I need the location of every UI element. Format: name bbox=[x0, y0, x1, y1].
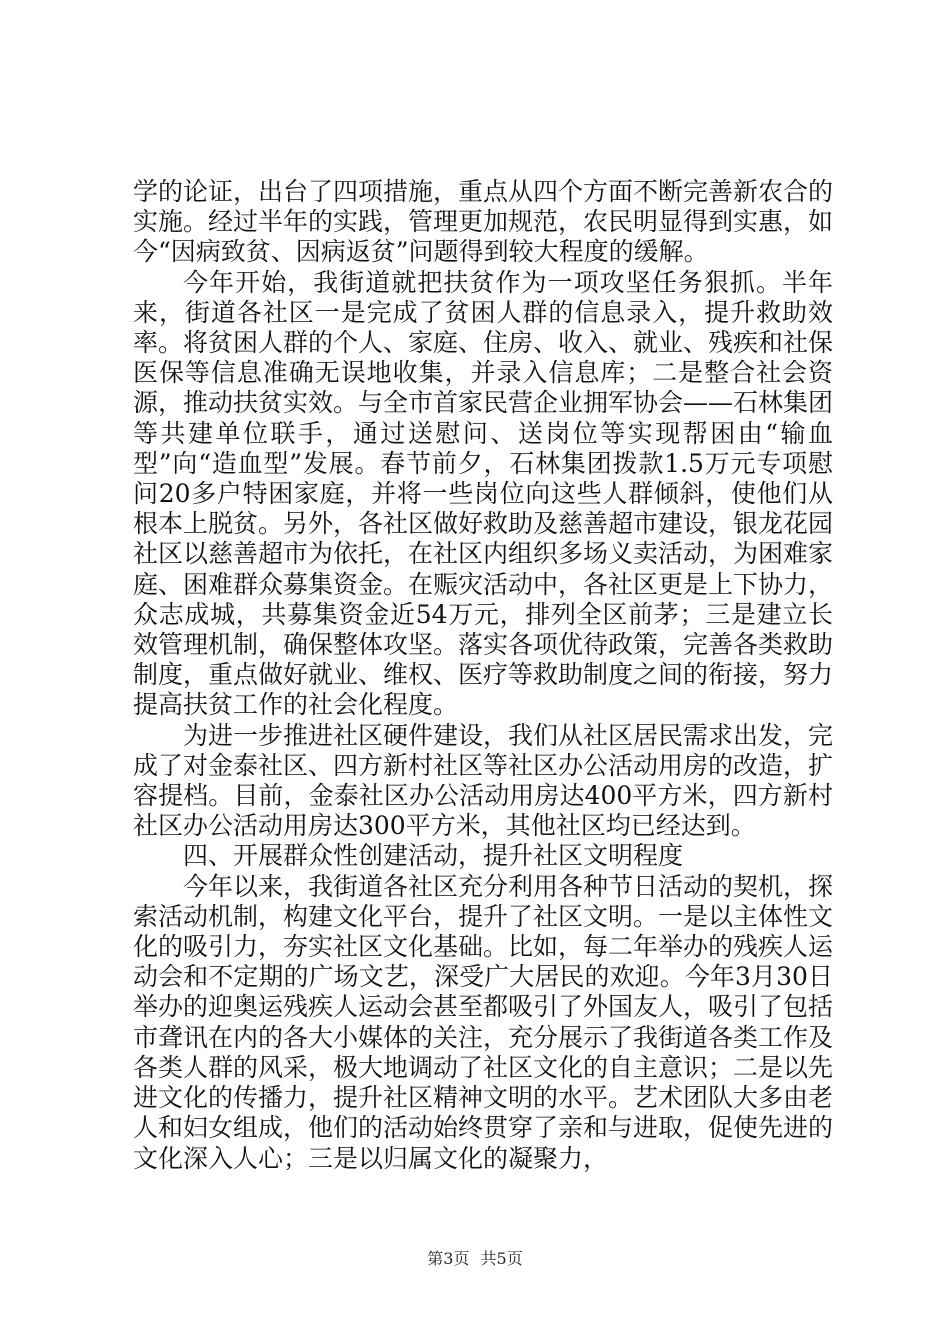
paragraph-community-culture: 今年以来，我街道各社区充分利用各种节日活动的契机，探索活动机制，构建文化平台，提升了社区文明。一是以主体性文化的吸引力，夯实社区文化基础。比如，每二年举办的残疾人运动会和不定期的广场文艺，深受广大居民的欢迎。今年3月30日举办的迎奥运残疾人运动会甚至都吸引了外国友人，吸引了包括市聋讯在内的各大小媒体的关注，充分展示了我街道各类工作及各类人群的风采，极大地调动了社区文化的自主意识；二是以先进文化的传播力，提升社区精神文明的水平。艺术团队大多由老人和妇女组成，他们的活动始终贯穿了亲和与进取，促使先进的文化深入人心；三是以归属文化的凝聚力， bbox=[133, 871, 834, 1173]
paragraph-poverty-relief: 今年开始，我街道就把扶贫作为一项攻坚任务狠抓。半年来，街道各社区一是完成了贫困人群的信息录入，提升救助效率。将贫困人群的个人、家庭、住房、收入、就业、残疾和社保医保等信息准确无误地收集，并录入信息库；二是整合社会资源，推动扶贫实效。与全市首家民营企业拥军协会——石林集团等共建单位联手，通过送慰问、送岗位等实现帮困由“输血型”向“造血型”发展。春节前夕，石林集团拨款1.5万元专项慰问20多户特困家庭，并将一些岗位向这些人群倾斜，使他们从根本上脱贫。另外，各社区做好救助及慈善超市建设，银龙花园社区以慈善超市为依托，在社区内组织多场义卖活动，为困难家庭、困难群众募集资金。在赈灾活动中，各社区更是上下协力，众志成城，共募集资金近54万元，排列全区前茅；三是建立长效管理机制，确保整体攻坚。落实各项优待政策，完善各类救助制度，重点做好就业、维权、医疗等救助制度之间的衔接，努力提高扶贫工作的社会化程度。 bbox=[133, 267, 834, 720]
paragraph-community-facilities: 为进一步推进社区硬件建设，我们从社区居民需求出发，完成了对金泰社区、四方新村社区等社区办公活动用房的改造，扩容提档。目前，金泰社区办公活动用房达400平方米，四方新村社区办公活动用房达300平方米，其他社区均已经达到。 bbox=[133, 720, 834, 841]
paragraph-nhc-summary: 学的论证，出台了四项措施，重点从四个方面不断完善新农合的实施。经过半年的实践，管理更加规范，农民明显得到实惠，如今“因病致贫、因病返贫”问题得到较大程度的缓解。 bbox=[133, 177, 834, 267]
document-body bbox=[133, 177, 833, 1174]
page-number-footer: 第3页 共5页 bbox=[427, 1249, 523, 1268]
section-heading: 四、开展群众性创建活动，提升社区文明程度 bbox=[183, 841, 684, 871]
